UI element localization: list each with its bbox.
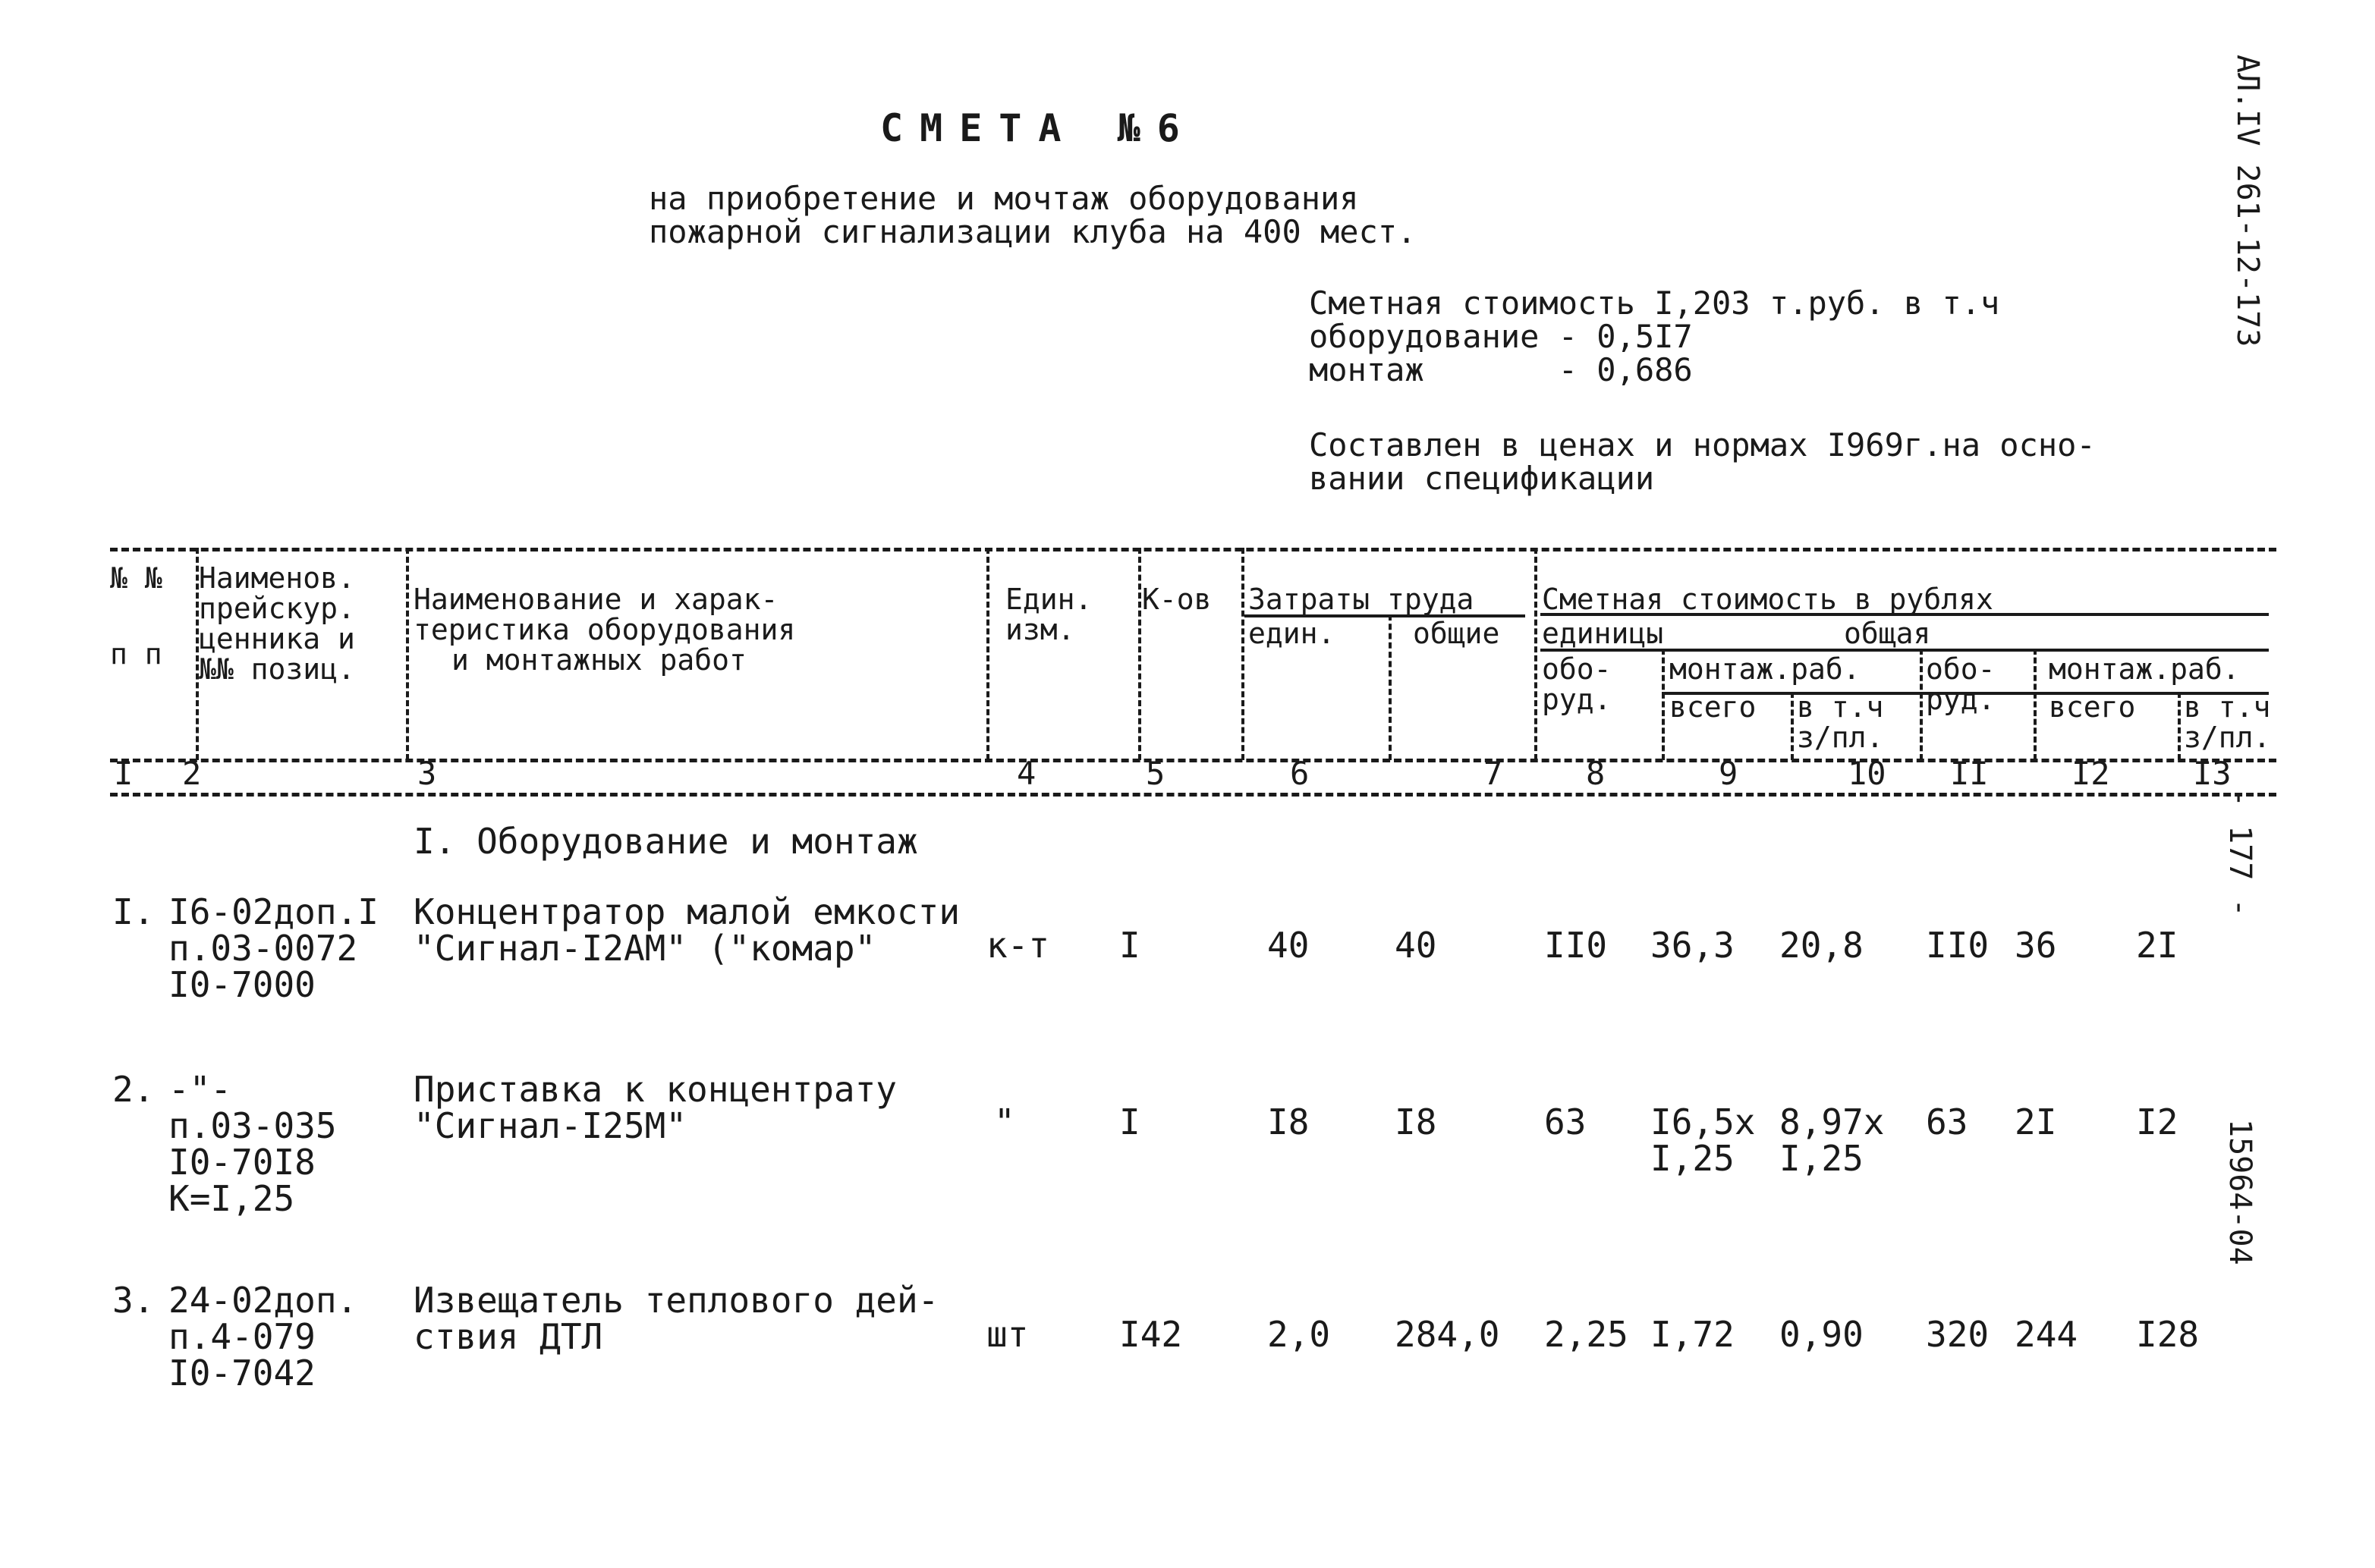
side-doc-number: 15964-04 (2222, 1119, 2257, 1265)
header-montage-unit: монтаж.раб. (1669, 652, 1861, 686)
header-col4: Един. изм. (1005, 583, 1093, 646)
table-top-rule (110, 548, 2276, 551)
row-wage-total: I28 (2136, 1314, 2200, 1355)
row-wage-unit: 8,97x I,25 (1779, 1101, 1885, 1179)
col-separator (2178, 692, 2181, 760)
row-equip-total: II0 (1926, 925, 1990, 966)
cost-line: оборудование - 0,5I7 (1309, 318, 1693, 355)
basis-line: вании спецификации (1309, 460, 1655, 497)
row-labor-unit: 2,0 (1267, 1314, 1331, 1355)
col-number: 6 (1290, 755, 1310, 792)
col-number: 8 (1586, 755, 1606, 792)
row-qty: I42 (1119, 1314, 1183, 1355)
row-number: I. (112, 891, 155, 932)
header-col2: Наименов. прейскур. ценника и №№ позиц. (199, 561, 355, 686)
row-code: -"- п.03-035 I0-70I8 K=I,25 (168, 1069, 337, 1219)
row-labor-total: I8 (1395, 1101, 1437, 1142)
col-separator (986, 548, 989, 760)
row-unit: шт (986, 1314, 1029, 1355)
header-labor-total: общие (1413, 617, 1500, 650)
col-number: II (1950, 755, 1989, 792)
row-wage-unit: 20,8 (1779, 925, 1864, 966)
side-code: АЛ.IV 261-12-173 (2230, 55, 2265, 347)
row-montage-total: 244 (2015, 1314, 2078, 1355)
row-wage-total: 2I (2136, 925, 2178, 966)
basis-note (1309, 426, 2096, 497)
col-separator (1791, 692, 1794, 760)
row-name: Извещатель теплового дей- ствия ДТЛ (414, 1280, 939, 1357)
row-labor-total: 284,0 (1395, 1314, 1500, 1355)
header-montage-total: монтаж.раб. (2049, 652, 2240, 686)
cost-line: монтаж - 0,686 (1309, 351, 1693, 388)
cost-line: Сметная стоимость I,203 т.руб. в т.ч (1309, 284, 2000, 322)
header-col5: К-ов (1142, 583, 1212, 616)
col-number: 7 (1483, 755, 1503, 792)
section-title: I. Оборудование и монтаж (414, 821, 918, 862)
col-separator (1389, 614, 1392, 760)
row-montage-total: 2I (2015, 1101, 2057, 1142)
row-unit: к-т (986, 925, 1050, 966)
row-wage-unit: 0,90 (1779, 1314, 1864, 1355)
header-all-unit: всего (1669, 690, 1757, 724)
subtitle-line: на приобретение и мочтаж оборудования (649, 180, 1359, 217)
row-labor-total: 40 (1395, 925, 1437, 966)
row-equip-unit: II0 (1544, 925, 1608, 966)
col-separator (1920, 649, 1923, 760)
row-qty: I (1119, 1101, 1140, 1142)
col-separator (1138, 548, 1141, 760)
row-name: Приставка к концентрату "Сигнал-I25М" (414, 1069, 897, 1146)
col-separator (1534, 548, 1537, 760)
col-number: 4 (1017, 755, 1037, 792)
row-montage-unit: 36,3 (1650, 925, 1735, 966)
col-separator (1662, 649, 1665, 760)
col-number: I2 (2071, 755, 2110, 792)
col-separator (1241, 548, 1244, 760)
header-col3: Наименование и харак- теристика оборудования и монтажных работ (414, 583, 796, 677)
col-number: 9 (1719, 755, 1738, 792)
column-number-rule (110, 793, 2276, 797)
col-separator (2034, 649, 2037, 760)
row-montage-total: 36 (2015, 925, 2057, 966)
row-equip-unit: 2,25 (1544, 1314, 1628, 1355)
row-equip-total: 63 (1926, 1101, 1968, 1142)
row-labor-unit: I8 (1267, 1101, 1310, 1142)
basis-line: Составлен в ценах и нормах I969г.на осно- (1309, 426, 2096, 463)
col-number: 3 (417, 755, 437, 792)
col-number: 5 (1146, 755, 1165, 792)
row-unit: " (994, 1101, 1015, 1142)
header-incl-total: в т.ч з/пл. (2184, 690, 2271, 754)
col-number: 2 (182, 755, 202, 792)
header-cost-unit: единицы (1542, 617, 1664, 650)
row-number: 2. (112, 1069, 155, 1110)
row-labor-unit: 40 (1267, 925, 1310, 966)
header-cost: Сметная стоимость в рублях (1542, 583, 1993, 616)
row-code: 24-02доп. п.4-079 I0-7042 (168, 1280, 358, 1394)
header-equip-unit: обо- руд. (1542, 652, 1612, 716)
side-page-number: - 177 - (2222, 789, 2257, 917)
header-labor: Затраты труда (1248, 583, 1474, 616)
row-code: I6-02доп.I п.03-0072 I0-7000 (168, 891, 379, 1005)
row-number: 3. (112, 1280, 155, 1321)
col-number: 10 (1848, 755, 1886, 792)
row-name: Концентратор малой емкости "Сигнал-I2АМ" ("комар" (414, 891, 961, 969)
document-title: СМЕТА №6 (880, 106, 1197, 150)
row-equip-total: 320 (1926, 1314, 1990, 1355)
col-number: I3 (2193, 755, 2232, 792)
subtitle (649, 182, 1416, 249)
row-wage-total: I2 (2136, 1101, 2178, 1142)
header-labor-unit: един. (1248, 617, 1335, 650)
row-equip-unit: 63 (1544, 1101, 1587, 1142)
col-number: I (114, 755, 134, 792)
header-equip-total: обо- руд. (1926, 652, 1996, 716)
subtitle-line: пожарной сигнализации клуба на 400 мест. (649, 213, 1417, 250)
col-separator (406, 548, 409, 760)
row-qty: I (1119, 925, 1140, 966)
header-col1: № № п п (110, 561, 162, 671)
row-montage-unit: I6,5x I,25 (1650, 1101, 1756, 1179)
row-montage-unit: I,72 (1650, 1314, 1735, 1355)
header-cost-total: общая (1844, 617, 1931, 650)
header-incl-unit: в т.ч з/пл. (1797, 690, 1884, 754)
cost-summary (1309, 284, 2000, 388)
header-all-total: всего (2049, 690, 2136, 724)
